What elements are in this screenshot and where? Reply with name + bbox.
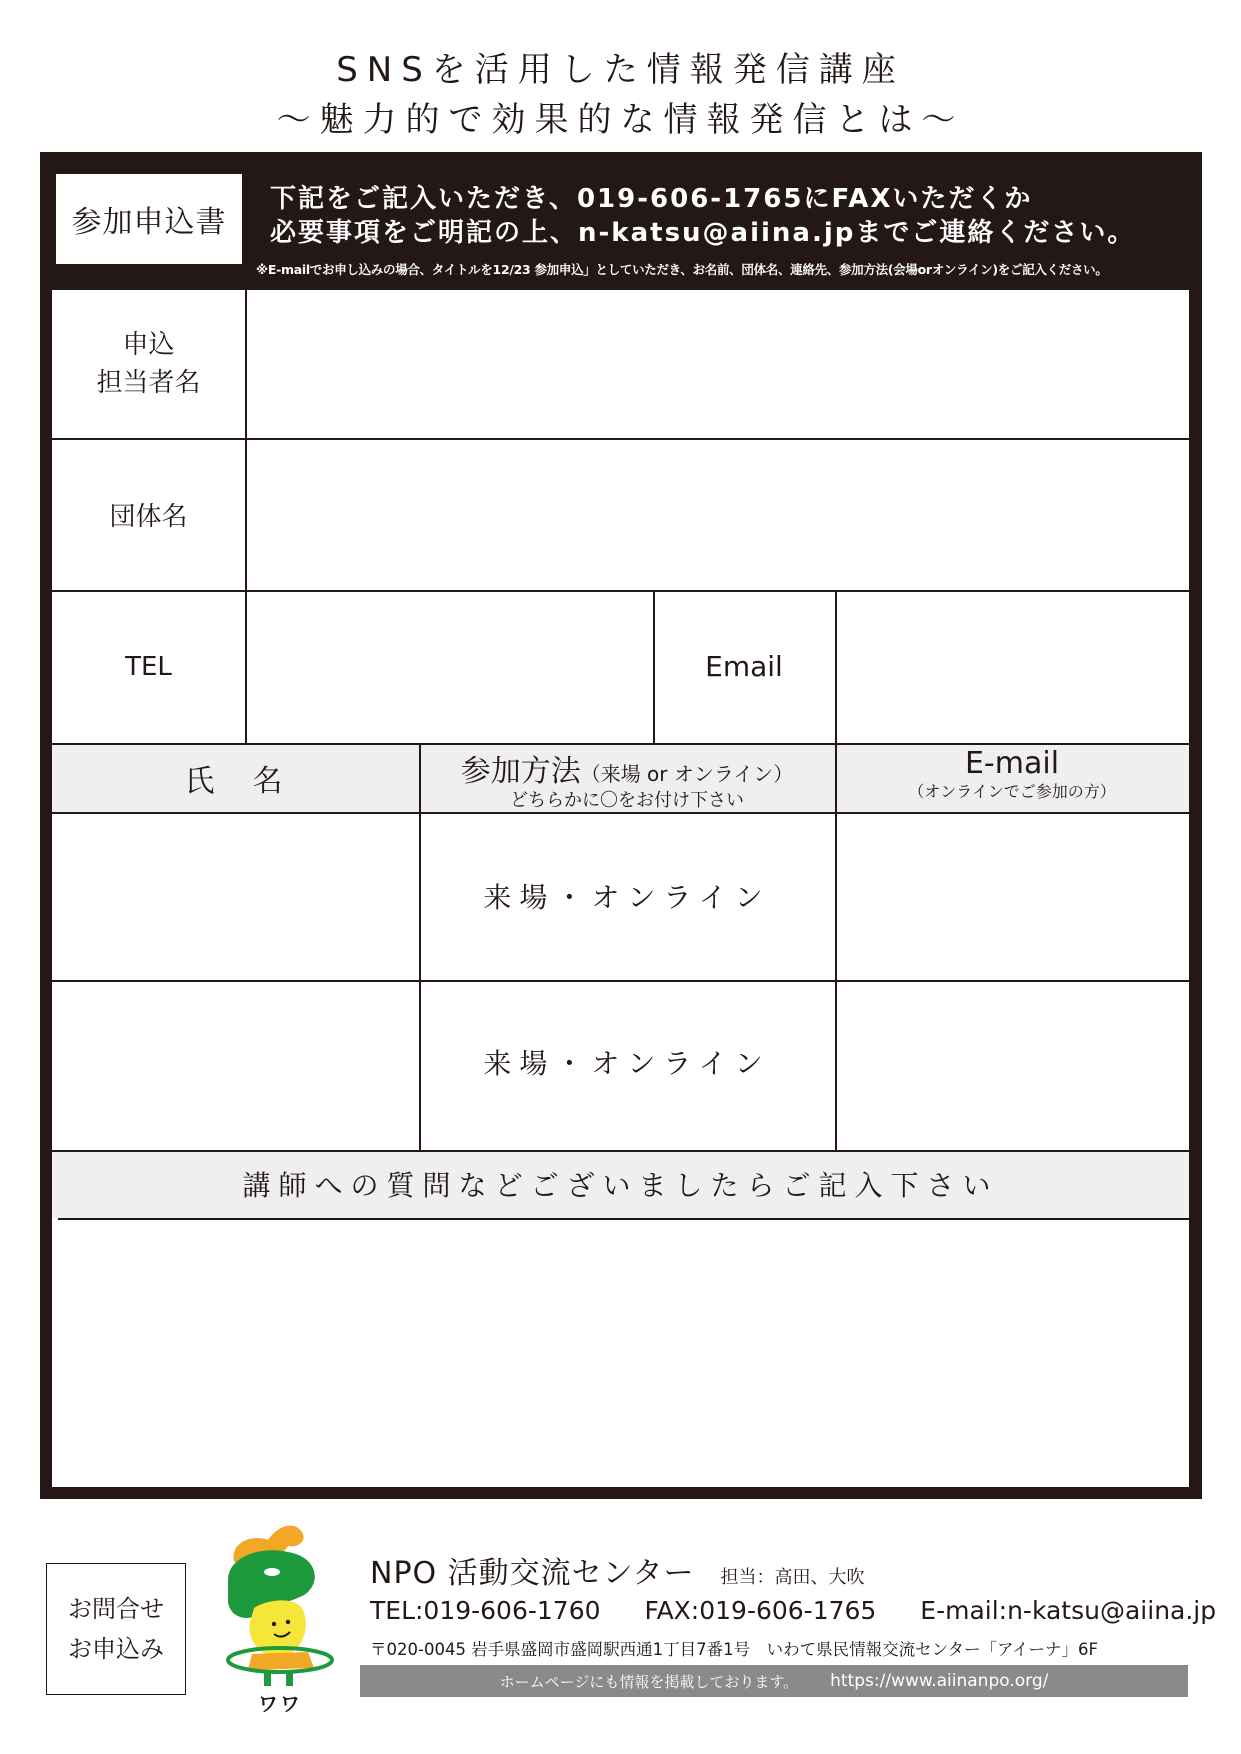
instruction-line-2: 必要事項をご明記の上、n-katsu@aiina.jpまでご連絡ください。 — [270, 218, 1136, 248]
participation-method-header — [419, 746, 835, 812]
applicant-name-label — [52, 290, 245, 438]
application-form-frame — [40, 152, 1202, 1499]
footer-address: 〒020-0045 岩手県盛岡市盛岡駅西通1丁目7番1号 いわて県民情報交流センター「アイーナ」6F — [370, 1640, 1099, 1659]
participant-1-email-field[interactable] — [837, 814, 1189, 980]
email-label: Email — [705, 650, 783, 683]
questions-header: 講師への質問などございましたらご記入下さい — [242, 1169, 999, 1202]
contact-label-line-1: お問合せ — [68, 1595, 164, 1623]
mascot-name: ワワ — [258, 1692, 302, 1716]
org-line — [370, 1548, 864, 1592]
mascot-icon — [222, 1522, 338, 1712]
mascot-illustration — [222, 1522, 338, 1716]
tel-label: TEL — [125, 651, 172, 682]
tel-field[interactable] — [247, 592, 653, 743]
participant-name-header: 氏 名 — [184, 764, 287, 799]
questions-field[interactable] — [52, 1220, 1189, 1487]
footer-fax: FAX:019-606-1765 — [644, 1596, 877, 1625]
email-title: E-mail — [964, 746, 1060, 781]
applicant-name-field[interactable] — [247, 290, 1189, 438]
form-badge: 参加申込書 — [56, 174, 242, 264]
email-note: ※E-mailでお申し込みの場合、タイトルを12/23 参加申込」としていただき、お名前、団体名、連絡先、参加方法(会場orオンライン)をご記入ください。 — [256, 262, 1108, 277]
contact-label-line-2: お申込み — [68, 1635, 164, 1663]
participant-2-method[interactable]: 来場・オンライン — [483, 1047, 771, 1080]
footer-tel: TEL:019-606-1760 — [370, 1596, 601, 1625]
participant-1-method[interactable]: 来場・オンライン — [483, 881, 771, 914]
participant-email-header — [835, 746, 1189, 802]
group-name-field[interactable] — [247, 440, 1189, 590]
applicant-label-line-1: 申込 — [122, 330, 175, 360]
participant-1-name-field[interactable] — [52, 814, 419, 980]
method-title: 参加方法 — [460, 754, 581, 789]
email-field[interactable] — [837, 592, 1189, 743]
phone-line — [370, 1596, 1241, 1625]
title-line-1: SNSを活用した情報発信講座 — [336, 50, 905, 90]
homepage-bar — [360, 1665, 1188, 1697]
title-line-2: ～魅力的で効果的な情報発信とは～ — [276, 100, 965, 140]
applicant-label-line-2: 担当者名 — [96, 368, 201, 398]
homepage-link[interactable]: https://www.aiinanpo.org/ — [830, 1671, 1049, 1691]
participant-2-name-field[interactable] — [52, 982, 419, 1150]
method-options: （来場 or オンライン） — [580, 762, 794, 786]
form-table — [52, 290, 1189, 1487]
homepage-text: ホームページにも情報を掲載しております。 — [499, 1672, 799, 1691]
contact-label-box — [46, 1563, 186, 1695]
contact-person: 担当：高田、大吹 — [720, 1567, 865, 1588]
org-name: NPO 活動交流センター — [370, 1556, 695, 1591]
participant-2-email-field[interactable] — [837, 982, 1189, 1150]
group-name-label: 団体名 — [109, 501, 188, 532]
method-note: どちらかに〇をお付け下さい — [510, 790, 744, 811]
instruction-line-1: 下記をご記入いただき、019-606-1765にFAXいただくか — [270, 184, 1033, 214]
email-note-sub: （オンラインでご参加の方） — [908, 782, 1116, 801]
footer-email[interactable]: E-mail:n-katsu@aiina.jp — [920, 1596, 1217, 1625]
